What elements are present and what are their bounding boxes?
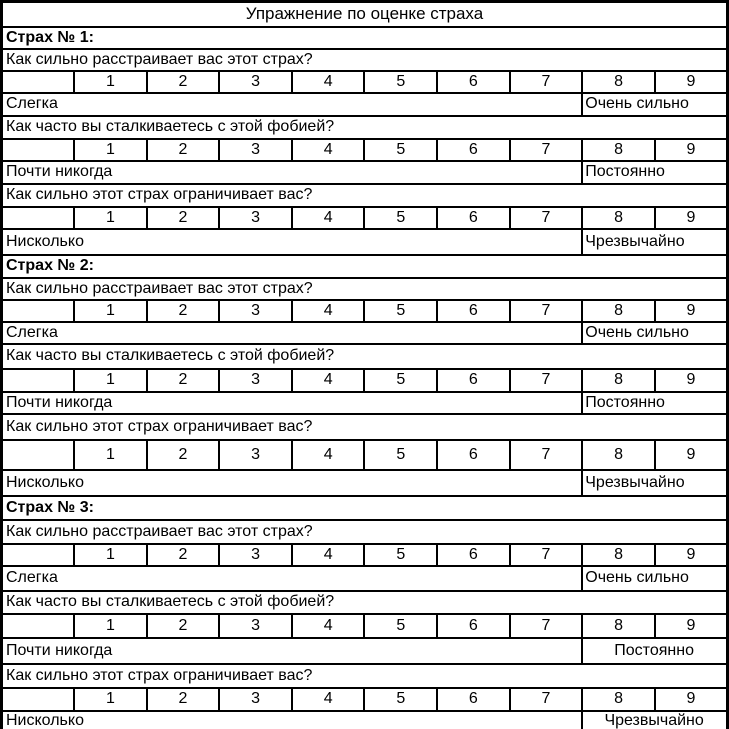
scale-cell-7: 7 bbox=[510, 369, 583, 392]
scale-blank-cell bbox=[2, 139, 75, 161]
scale-row bbox=[2, 139, 728, 161]
scale-blank-cell bbox=[2, 614, 75, 638]
scale-cell-3: 3 bbox=[219, 139, 292, 161]
left-anchor-label: Слегка bbox=[2, 322, 583, 344]
scale-cell-7: 7 bbox=[510, 688, 583, 711]
scale-row bbox=[2, 614, 728, 638]
scale-cell-8: 8 bbox=[582, 614, 655, 638]
scale-cell-5: 5 bbox=[364, 71, 437, 93]
anchor-labels-row bbox=[2, 93, 728, 116]
scale-cell-6: 6 bbox=[437, 369, 510, 392]
scale-cell-9: 9 bbox=[655, 71, 728, 93]
left-anchor-label: Нисколько bbox=[2, 470, 583, 496]
fear-3-header-row bbox=[2, 496, 728, 520]
scale-cell-4: 4 bbox=[292, 369, 365, 392]
scale-cell-9: 9 bbox=[655, 207, 728, 229]
right-anchor-label: Постоянно bbox=[582, 161, 727, 184]
right-anchor-label: Чрезвычайно bbox=[582, 470, 727, 496]
anchor-labels-row bbox=[2, 470, 728, 496]
scale-cell-8: 8 bbox=[582, 139, 655, 161]
scale-cell-7: 7 bbox=[510, 207, 583, 229]
scale-cell-3: 3 bbox=[219, 207, 292, 229]
scale-cell-4: 4 bbox=[292, 71, 365, 93]
question-text: Как сильно расстраивает вас этот страх? bbox=[2, 278, 728, 300]
fear-2-header: Страх № 2: bbox=[2, 255, 728, 278]
scale-cell-6: 6 bbox=[437, 440, 510, 470]
scale-row bbox=[2, 440, 728, 470]
scale-row bbox=[2, 207, 728, 229]
question-row bbox=[2, 49, 728, 71]
scale-cell-1: 1 bbox=[74, 207, 147, 229]
scale-cell-8: 8 bbox=[582, 369, 655, 392]
scale-cell-3: 3 bbox=[219, 614, 292, 638]
scale-cell-4: 4 bbox=[292, 207, 365, 229]
scale-cell-2: 2 bbox=[147, 300, 220, 322]
scale-blank-cell bbox=[2, 440, 75, 470]
scale-cell-3: 3 bbox=[219, 688, 292, 711]
right-anchor-label: Постоянно bbox=[582, 638, 727, 664]
scale-cell-5: 5 bbox=[364, 207, 437, 229]
scale-cell-6: 6 bbox=[437, 300, 510, 322]
anchor-labels-row bbox=[2, 711, 728, 729]
scale-cell-7: 7 bbox=[510, 440, 583, 470]
scale-cell-8: 8 bbox=[582, 688, 655, 711]
scale-cell-6: 6 bbox=[437, 688, 510, 711]
question-row bbox=[2, 664, 728, 688]
question-text: Как сильно этот страх ограничивает вас? bbox=[2, 664, 728, 688]
scale-cell-1: 1 bbox=[74, 688, 147, 711]
left-anchor-label: Почти никогда bbox=[2, 638, 583, 664]
scale-blank-cell bbox=[2, 300, 75, 322]
right-anchor-label: Очень сильно bbox=[582, 322, 727, 344]
right-anchor-label: Постоянно bbox=[582, 392, 727, 414]
scale-blank-cell bbox=[2, 688, 75, 711]
anchor-labels-row bbox=[2, 638, 728, 664]
fear-1-header-row bbox=[2, 27, 728, 49]
scale-cell-1: 1 bbox=[74, 300, 147, 322]
scale-cell-8: 8 bbox=[582, 207, 655, 229]
scale-cell-5: 5 bbox=[364, 440, 437, 470]
scale-cell-2: 2 bbox=[147, 139, 220, 161]
left-anchor-label: Почти никогда bbox=[2, 392, 583, 414]
question-row bbox=[2, 116, 728, 139]
question-row bbox=[2, 414, 728, 440]
anchor-labels-row bbox=[2, 392, 728, 414]
scale-blank-cell bbox=[2, 71, 75, 93]
scale-row bbox=[2, 369, 728, 392]
question-text: Как сильно этот страх ограничивает вас? bbox=[2, 184, 728, 207]
right-anchor-label: Очень сильно bbox=[582, 93, 727, 116]
anchor-labels-row bbox=[2, 161, 728, 184]
scale-cell-7: 7 bbox=[510, 614, 583, 638]
scale-row bbox=[2, 300, 728, 322]
left-anchor-label: Слегка bbox=[2, 566, 583, 591]
scale-cell-5: 5 bbox=[364, 614, 437, 638]
scale-cell-3: 3 bbox=[219, 440, 292, 470]
left-anchor-label: Нисколько bbox=[2, 711, 583, 729]
question-text: Как сильно расстраивает вас этот страх? bbox=[2, 520, 728, 544]
question-text: Как часто вы сталкиваетесь с этой фобией? bbox=[2, 344, 728, 369]
scale-cell-5: 5 bbox=[364, 139, 437, 161]
scale-cell-2: 2 bbox=[147, 688, 220, 711]
left-anchor-label: Почти никогда bbox=[2, 161, 583, 184]
left-anchor-label: Слегка bbox=[2, 93, 583, 116]
scale-cell-1: 1 bbox=[74, 71, 147, 93]
scale-blank-cell bbox=[2, 544, 75, 566]
scale-cell-8: 8 bbox=[582, 300, 655, 322]
question-row bbox=[2, 591, 728, 614]
scale-cell-9: 9 bbox=[655, 688, 728, 711]
right-anchor-label: Чрезвычайно bbox=[582, 711, 727, 729]
form-title: Упражнение по оценке страха bbox=[2, 2, 728, 27]
scale-cell-6: 6 bbox=[437, 207, 510, 229]
scale-cell-1: 1 bbox=[74, 440, 147, 470]
scale-cell-5: 5 bbox=[364, 369, 437, 392]
scale-cell-7: 7 bbox=[510, 139, 583, 161]
question-row bbox=[2, 278, 728, 300]
scale-row bbox=[2, 688, 728, 711]
scale-cell-1: 1 bbox=[74, 369, 147, 392]
scale-cell-4: 4 bbox=[292, 688, 365, 711]
left-anchor-label: Нисколько bbox=[2, 229, 583, 255]
scale-cell-7: 7 bbox=[510, 71, 583, 93]
question-row bbox=[2, 184, 728, 207]
scale-cell-5: 5 bbox=[364, 544, 437, 566]
scale-cell-4: 4 bbox=[292, 300, 365, 322]
question-text: Как часто вы сталкиваетесь с этой фобией? bbox=[2, 591, 728, 614]
scale-blank-cell bbox=[2, 207, 75, 229]
anchor-labels-row bbox=[2, 229, 728, 255]
scale-cell-8: 8 bbox=[582, 440, 655, 470]
right-anchor-label: Чрезвычайно bbox=[582, 229, 727, 255]
anchor-labels-row bbox=[2, 322, 728, 344]
scale-cell-9: 9 bbox=[655, 440, 728, 470]
scale-cell-4: 4 bbox=[292, 440, 365, 470]
scale-cell-6: 6 bbox=[437, 139, 510, 161]
scale-row bbox=[2, 71, 728, 93]
scale-cell-2: 2 bbox=[147, 614, 220, 638]
scale-cell-4: 4 bbox=[292, 139, 365, 161]
scale-cell-6: 6 bbox=[437, 614, 510, 638]
scale-cell-3: 3 bbox=[219, 544, 292, 566]
scale-cell-2: 2 bbox=[147, 440, 220, 470]
scale-cell-3: 3 bbox=[219, 369, 292, 392]
scale-cell-3: 3 bbox=[219, 71, 292, 93]
title-row bbox=[2, 2, 728, 27]
scale-blank-cell bbox=[2, 369, 75, 392]
scale-cell-8: 8 bbox=[582, 71, 655, 93]
question-row bbox=[2, 520, 728, 544]
scale-cell-2: 2 bbox=[147, 369, 220, 392]
scale-row bbox=[2, 544, 728, 566]
fear-2-header-row bbox=[2, 255, 728, 278]
scale-cell-4: 4 bbox=[292, 544, 365, 566]
question-row bbox=[2, 344, 728, 369]
scale-cell-5: 5 bbox=[364, 688, 437, 711]
scale-cell-9: 9 bbox=[655, 544, 728, 566]
scale-cell-2: 2 bbox=[147, 207, 220, 229]
scale-cell-1: 1 bbox=[74, 614, 147, 638]
scale-cell-2: 2 bbox=[147, 71, 220, 93]
right-anchor-label: Очень сильно bbox=[582, 566, 727, 591]
scale-cell-1: 1 bbox=[74, 139, 147, 161]
scale-cell-7: 7 bbox=[510, 300, 583, 322]
scale-cell-6: 6 bbox=[437, 544, 510, 566]
scale-cell-9: 9 bbox=[655, 139, 728, 161]
scale-cell-4: 4 bbox=[292, 614, 365, 638]
scale-cell-5: 5 bbox=[364, 300, 437, 322]
fear-1-header: Страх № 1: bbox=[2, 27, 728, 49]
scale-cell-6: 6 bbox=[437, 71, 510, 93]
scale-cell-8: 8 bbox=[582, 544, 655, 566]
question-text: Как сильно этот страх ограничивает вас? bbox=[2, 414, 728, 440]
scale-cell-9: 9 bbox=[655, 369, 728, 392]
anchor-labels-row bbox=[2, 566, 728, 591]
question-text: Как часто вы сталкиваетесь с этой фобией? bbox=[2, 116, 728, 139]
scale-cell-2: 2 bbox=[147, 544, 220, 566]
question-text: Как сильно расстраивает вас этот страх? bbox=[2, 49, 728, 71]
scale-cell-1: 1 bbox=[74, 544, 147, 566]
fear-3-header: Страх № 3: bbox=[2, 496, 728, 520]
scale-cell-9: 9 bbox=[655, 300, 728, 322]
scale-cell-3: 3 bbox=[219, 300, 292, 322]
scale-cell-9: 9 bbox=[655, 614, 728, 638]
scale-cell-7: 7 bbox=[510, 544, 583, 566]
